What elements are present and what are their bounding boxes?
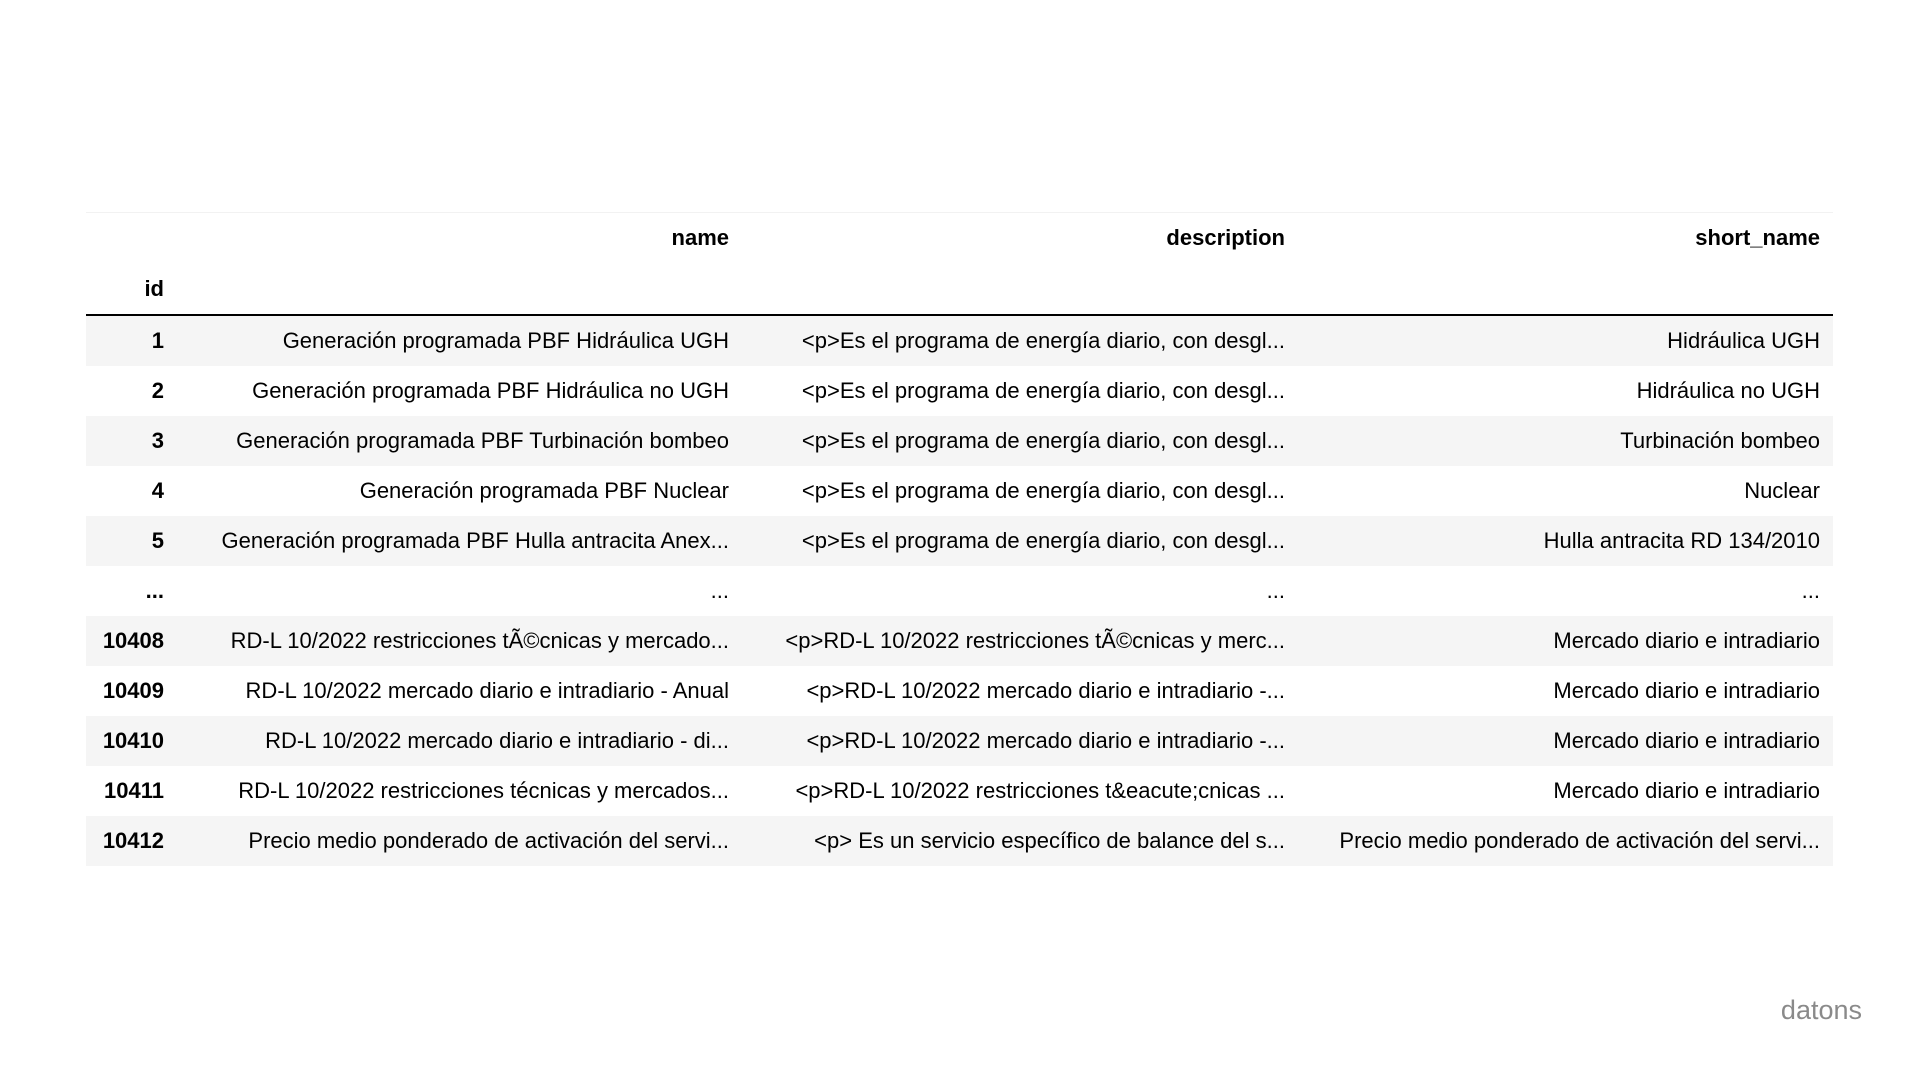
cell-name: Precio medio ponderado de activación del servi... <box>248 828 729 853</box>
row-id: 10408 <box>102 628 164 653</box>
table-row <box>86 516 1833 566</box>
cell-short-name: ... <box>1801 578 1820 603</box>
cell-description: <p>RD-L 10/2022 restricciones t&eacute;cnicas ... <box>795 778 1285 803</box>
cell-short-name: Mercado diario e intradiario <box>1553 728 1820 753</box>
table-row <box>86 816 1833 866</box>
row-id: 5 <box>151 528 164 553</box>
table-header <box>86 213 1833 316</box>
table-row <box>86 616 1833 666</box>
cell-short-name: Mercado diario e intradiario <box>1553 628 1820 653</box>
cell-name: RD-L 10/2022 mercado diario e intradiario - di... <box>265 728 729 753</box>
table-row <box>86 416 1833 466</box>
index-header-id: id <box>144 276 164 301</box>
cell-description: <p>RD-L 10/2022 mercado diario e intradiario -... <box>806 728 1285 753</box>
cell-description: ... <box>1266 578 1285 603</box>
row-id: 1 <box>151 328 164 353</box>
row-id: 10409 <box>102 678 164 703</box>
row-id: 2 <box>151 378 164 403</box>
cell-name: RD-L 10/2022 mercado diario e intradiario - Anual <box>245 678 729 703</box>
cell-name: RD-L 10/2022 restricciones técnicas y mercados... <box>238 778 729 803</box>
cell-name: ... <box>710 578 729 603</box>
table-row <box>86 466 1833 516</box>
column-header-name: name <box>671 225 729 250</box>
row-id: 4 <box>151 478 164 503</box>
cell-name: Generación programada PBF Hidráulica no UGH <box>252 378 729 403</box>
dataframe-table <box>86 212 1833 866</box>
table-row <box>86 316 1833 366</box>
cell-short-name: Hidráulica no UGH <box>1636 378 1820 403</box>
column-header-short-name: short_name <box>1695 225 1820 250</box>
row-id: ... <box>145 578 164 603</box>
table-row <box>86 566 1833 616</box>
table-row <box>86 666 1833 716</box>
cell-short-name: Turbinación bombeo <box>1620 428 1820 453</box>
cell-short-name: Nuclear <box>1744 478 1820 503</box>
cell-description: <p> Es un servicio específico de balance del s... <box>814 828 1285 853</box>
cell-description: <p>RD-L 10/2022 mercado diario e intradiario -... <box>806 678 1285 703</box>
column-header-description: description <box>1166 225 1285 250</box>
table-row <box>86 766 1833 816</box>
row-id: 10410 <box>102 728 164 753</box>
cell-name: Generación programada PBF Turbinación bombeo <box>236 428 729 453</box>
cell-description: <p>RD-L 10/2022 restricciones tÃ©cnicas y merc... <box>785 628 1285 653</box>
row-id: 3 <box>151 428 164 453</box>
cell-name: Generación programada PBF Hulla antracita Anex... <box>221 528 729 553</box>
row-id: 10411 <box>104 778 164 803</box>
table-row <box>86 716 1833 766</box>
row-id: 10412 <box>102 828 164 853</box>
datons-logo: datons <box>1780 995 1862 1025</box>
cell-name: Generación programada PBF Nuclear <box>359 478 729 503</box>
cell-description: <p>Es el programa de energía diario, con desgl... <box>801 428 1285 453</box>
cell-name: Generación programada PBF Hidráulica UGH <box>282 328 729 353</box>
cell-short-name: Hidráulica UGH <box>1667 328 1820 353</box>
cell-description: <p>Es el programa de energía diario, con desgl... <box>801 478 1285 503</box>
cell-description: <p>Es el programa de energía diario, con desgl... <box>801 328 1285 353</box>
cell-name: RD-L 10/2022 restricciones tÃ©cnicas y mercado... <box>230 628 729 653</box>
table-row <box>86 366 1833 416</box>
cell-short-name: Hulla antracita RD 134/2010 <box>1543 528 1820 553</box>
cell-description: <p>Es el programa de energía diario, con desgl... <box>801 528 1285 553</box>
cell-short-name: Precio medio ponderado de activación del servi... <box>1339 828 1820 853</box>
cell-short-name: Mercado diario e intradiario <box>1553 778 1820 803</box>
cell-description: <p>Es el programa de energía diario, con desgl... <box>801 378 1285 403</box>
cell-short-name: Mercado diario e intradiario <box>1553 678 1820 703</box>
